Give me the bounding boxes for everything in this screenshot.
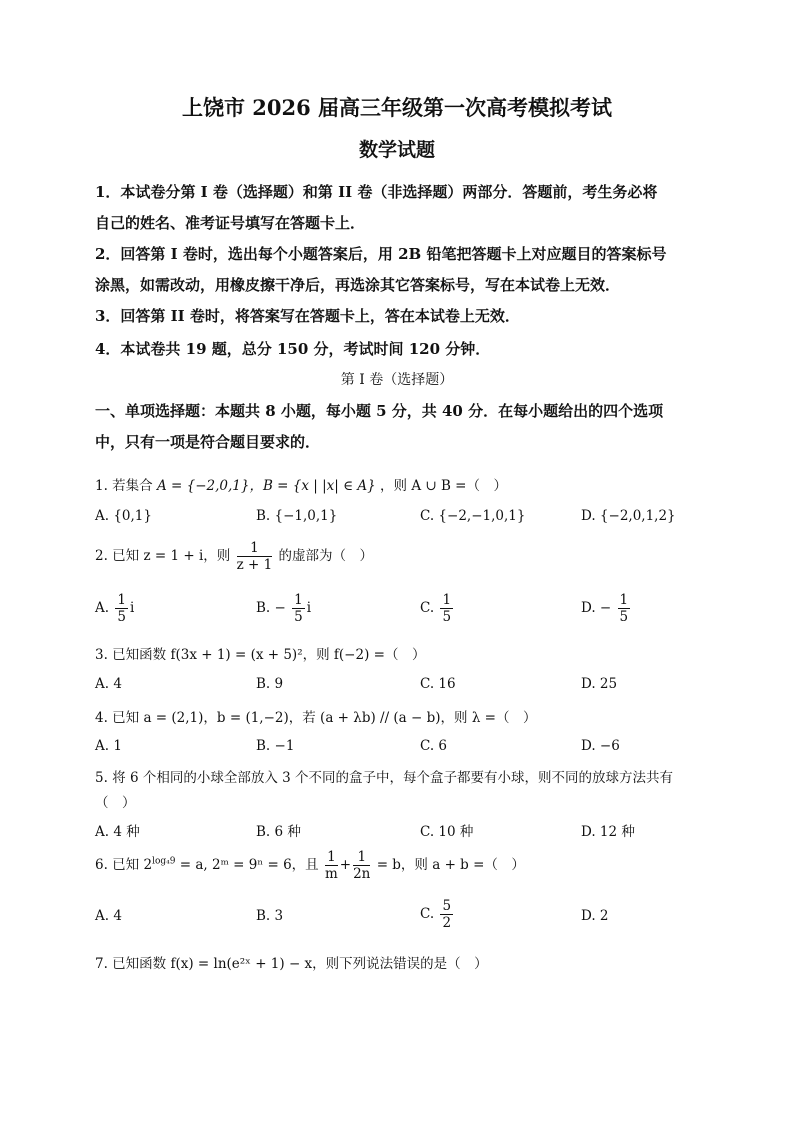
exam-title: 上饶市 2026 届高三年级第一次高考模拟考试 bbox=[181, 95, 613, 120]
q3-option-c: C. 16 bbox=[420, 676, 456, 692]
q1-option-c: C. {−2,−1,0,1} bbox=[420, 508, 526, 524]
q4-option-d: D. −6 bbox=[581, 738, 620, 754]
q5-option-a: A. 4 种 bbox=[95, 824, 140, 840]
section-heading-1: 一、单项选择题：本题共 8 小题，每小题 5 分，共 40 分．在每小题给出的四个选项 bbox=[95, 402, 664, 420]
instruction-2a: 2．回答第 I 卷时，选出每个小题答案后，用 2B 铅笔把答题卡上对应题目的答案标号 bbox=[95, 245, 667, 263]
q3-option-d: D. 25 bbox=[581, 676, 618, 692]
instruction-3: 3．回答第 II 卷时，将答案写在答题卡上，答在本试卷上无效． bbox=[95, 307, 520, 325]
instruction-1b: 自己的姓名、准考证号填写在答题卡上． bbox=[95, 214, 366, 232]
q1-option-b: B. {−1,0,1} bbox=[256, 508, 338, 524]
instruction-4: 4．本试卷共 19 题，总分 150 分，考试时间 120 分钟． bbox=[95, 340, 491, 358]
q2-option-a: A. $\frac{1}{5}$ i bbox=[95, 592, 135, 625]
q1-stem-b: ，则 A ∪ B =（ ） bbox=[380, 478, 507, 494]
q2-stem-a: 2. 已知 z = 1 + i，则 bbox=[95, 548, 231, 564]
section-heading-2: 中，只有一项是符合题目要求的． bbox=[95, 433, 321, 451]
q6-exponent: log₄9 bbox=[152, 856, 176, 867]
q3-option-b: B. 9 bbox=[256, 676, 284, 692]
q6-option-b: B. 3 bbox=[256, 908, 284, 924]
q2-option-d: D. − $\frac{1}{5}$ bbox=[581, 592, 629, 625]
question-3: 3. 已知函数 f(3x + 1) = (x + 5)²，则 f(−2) =（ ） bbox=[95, 647, 426, 663]
question-2 bbox=[95, 540, 373, 573]
question-5-line-2: （ ） bbox=[95, 795, 136, 811]
exam-subtitle: 数学试题 bbox=[358, 139, 435, 161]
question-4: 4. 已知 a = (2,1)，b = (1,−2)，若 (a + λb) // (a − b)，则 λ =（ ） bbox=[95, 710, 537, 726]
q6-option-d: D. 2 bbox=[581, 908, 609, 924]
q1-option-d: D. {−2,0,1,2} bbox=[581, 508, 676, 524]
q1-option-a: A. {0,1} bbox=[95, 508, 152, 524]
q5-option-c: C. 10 种 bbox=[420, 824, 474, 840]
question-7: 7. 已知函数 f(x) = ln(e²ˣ + 1) − x，则下列说法错误的是（ ） bbox=[95, 956, 488, 972]
q2-stem-b: 的虚部为（ ） bbox=[278, 548, 373, 564]
question-1 bbox=[95, 474, 507, 494]
q4-option-b: B. −1 bbox=[256, 738, 295, 754]
part1-heading: 第 I 卷（选择题） bbox=[340, 372, 454, 388]
q5-option-b: B. 6 种 bbox=[256, 824, 301, 840]
q4-option-c: C. 6 bbox=[420, 738, 448, 754]
q6-option-a: A. 4 bbox=[95, 908, 122, 924]
instruction-2b: 涂黑，如需改动，用橡皮擦干净后，再选涂其它答案标号，写在本试卷上无效． bbox=[95, 276, 621, 294]
q2-option-c: C. $\frac{1}{5}$ bbox=[420, 592, 452, 625]
q4-option-a: A. 1 bbox=[95, 738, 122, 754]
q2-option-b: B. − $\frac{1}{5}$ i bbox=[256, 592, 312, 625]
instruction-1a: 1．本试卷分第 I 卷（选择题）和第 II 卷（非选择题）两部分．答题前，考生务必将 bbox=[95, 183, 658, 201]
q1-stem-a: 1. 若集合 bbox=[95, 478, 153, 494]
q3-option-a: A. 4 bbox=[95, 676, 122, 692]
question-6: 6. 已知 $2^{log_49} = a$, 2ᵐ = 9ⁿ = 6，且 $\frac{1}{m}$ + $\frac{1}{2n}$ = b，则 a + b =（ ） bbox=[95, 849, 525, 882]
q1-math: A = {−2,0,1}，B = {x | |x| ∈ A} bbox=[156, 478, 376, 494]
q5-option-d: D. 12 种 bbox=[581, 824, 635, 840]
q6-option-c: C. $\frac{5}{2}$ bbox=[420, 898, 452, 931]
question-5-line-1: 5. 将 6 个相同的小球全部放入 3 个不同的盒子中，每个盒子都要有小球，则不同的放球方法共有 bbox=[95, 770, 674, 786]
q2-fraction: $\frac{1}{z + 1}$ bbox=[236, 540, 273, 573]
